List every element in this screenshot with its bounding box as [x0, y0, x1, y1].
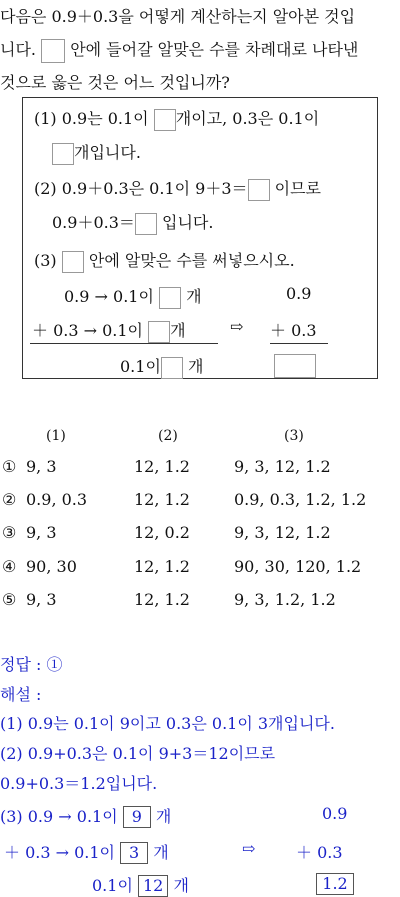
part1-text-a: (1) 0.9는 0.1이 — [34, 109, 149, 128]
part2-text-a: (2) 0.9＋0.3은 0.1이 9＋3＝ — [34, 179, 248, 198]
explanation-calc-row-2 — [4, 840, 169, 864]
explanation-line-2: (2) 0.9+0.3은 0.1이 9+3＝12이므로 — [0, 744, 276, 763]
explanation-line-1: (1) 0.9는 0.1이 9이고 0.3은 0.1이 3개입니다. — [0, 714, 335, 733]
part3-text-b: 안에 알맞은 수를 써넣으시오. — [88, 251, 295, 270]
part2-blank-2 — [135, 213, 157, 235]
option-header-1: (1) — [46, 428, 66, 444]
calc-row1-unit: 개 — [186, 287, 202, 306]
option-4-col3: 90, 30, 120, 1.2 — [234, 557, 362, 576]
calc-row3-blank — [161, 357, 183, 379]
option-5-col2: 12, 1.2 — [134, 590, 190, 609]
calc-row2-text: ＋ 0.3 → 0.1이 — [32, 321, 144, 340]
vertical-second-number: ＋ 0.3 — [270, 321, 317, 340]
question-line-2 — [0, 37, 358, 63]
explanation-label: 해설 : — [0, 685, 42, 704]
option-header-2: (2) — [158, 428, 178, 444]
calc-row2-unit: 개 — [170, 321, 186, 340]
option-4-col1: 90, 30 — [26, 557, 77, 576]
box-part2-line2 — [52, 210, 213, 235]
calc-row-1 — [64, 284, 202, 309]
answer-blank-box — [41, 39, 65, 63]
calc-row3-text: 0.1이 — [120, 357, 161, 376]
option-4-col2: 12, 1.2 — [134, 557, 190, 576]
question-line-2-end: 안에 들어갈 알맞은 수를 차례대로 나타낸 — [70, 40, 359, 59]
option-5-col3: 9, 3, 1.2, 1.2 — [234, 590, 336, 609]
sum-line-right — [270, 343, 328, 344]
part2-text-b: 이므로 — [274, 179, 321, 198]
question-line-1: 다음은 0.9＋0.3을 어떻게 계산하는지 알아본 것입 — [0, 7, 356, 26]
part2-blank-1 — [248, 179, 270, 201]
expl-row3-box: 12 — [138, 875, 168, 897]
part1-blank-2 — [52, 143, 74, 165]
option-2-col2: 12, 1.2 — [134, 490, 190, 509]
box-part3-line1 — [34, 248, 295, 273]
part3-text-a: (3) — [34, 251, 57, 270]
calc-row-3 — [120, 354, 203, 379]
option-3-num[interactable]: ③ — [2, 523, 17, 542]
question-line-2-start: 니다. — [0, 40, 36, 59]
option-2-col3: 0.9, 0.3, 1.2, 1.2 — [234, 490, 367, 509]
vertical-result-blank — [274, 354, 316, 378]
part1-text-c: 개입니다. — [74, 143, 141, 162]
calc-row2-blank — [148, 321, 170, 343]
expl-vertical-second: ＋ 0.3 — [296, 843, 343, 862]
option-5-num[interactable]: ⑤ — [2, 590, 17, 609]
calc-row1-text: 0.9 → 0.1이 — [64, 287, 154, 306]
vertical-top-number: 0.9 — [286, 284, 312, 303]
explanation-calc-row-1 — [0, 804, 171, 828]
option-2-col1: 0.9, 0.3 — [26, 490, 88, 509]
expl-row1-unit: 개 — [155, 807, 172, 826]
explanation-line-3: 0.9+0.3＝1.2입니다. — [0, 774, 158, 793]
part1-blank-1 — [154, 109, 176, 131]
option-3-col1: 9, 3 — [26, 523, 57, 542]
option-3-col2: 12, 0.2 — [134, 523, 190, 542]
expl-row1-text: (3) 0.9 → 0.1이 — [0, 807, 118, 826]
expl-row2-unit: 개 — [153, 843, 169, 862]
explanation-calc-row-3 — [92, 873, 189, 897]
option-1-col3: 9, 3, 12, 1.2 — [234, 457, 331, 476]
expl-vertical-top: 0.9 — [322, 804, 348, 823]
question-line-3: 것으로 옳은 것은 어느 것입니까? — [0, 73, 230, 92]
calc-row-2 — [32, 318, 186, 343]
arrow-icon: ⇨ — [230, 317, 244, 336]
expl-row3-text: 0.1이 — [92, 876, 133, 895]
box-part1-line1 — [34, 106, 319, 131]
expl-result-box: 1.2 — [316, 873, 354, 895]
option-2-num[interactable]: ② — [2, 490, 17, 509]
option-5-col1: 9, 3 — [26, 590, 57, 609]
expl-row1-box: 9 — [123, 806, 151, 828]
expl-row2-box: 3 — [120, 842, 148, 864]
sum-line-left — [30, 343, 218, 344]
option-4-num[interactable]: ④ — [2, 557, 17, 576]
part2-text-d: 입니다. — [162, 213, 214, 232]
part1-text-b: 개이고, 0.3은 0.1이 — [175, 109, 320, 128]
box-part2-line1 — [34, 176, 321, 201]
option-1-num[interactable]: ① — [2, 457, 17, 476]
box-part1-line2 — [52, 140, 141, 165]
part3-blank — [62, 251, 84, 273]
option-1-col2: 12, 1.2 — [134, 457, 190, 476]
expl-vertical-result — [316, 873, 354, 895]
calc-row3-unit: 개 — [188, 357, 204, 376]
option-1-col1: 9, 3 — [26, 457, 57, 476]
expl-row2-text: ＋ 0.3 → 0.1이 — [4, 843, 116, 862]
part2-text-c: 0.9＋0.3＝ — [52, 213, 135, 232]
calc-row1-blank — [159, 287, 181, 309]
answer-label: 정답 : ① — [0, 655, 63, 674]
option-3-col3: 9, 3, 12, 1.2 — [234, 523, 331, 542]
expl-arrow-icon: ⇨ — [242, 839, 256, 858]
option-header-3: (3) — [284, 428, 304, 444]
expl-row3-unit: 개 — [173, 876, 189, 895]
